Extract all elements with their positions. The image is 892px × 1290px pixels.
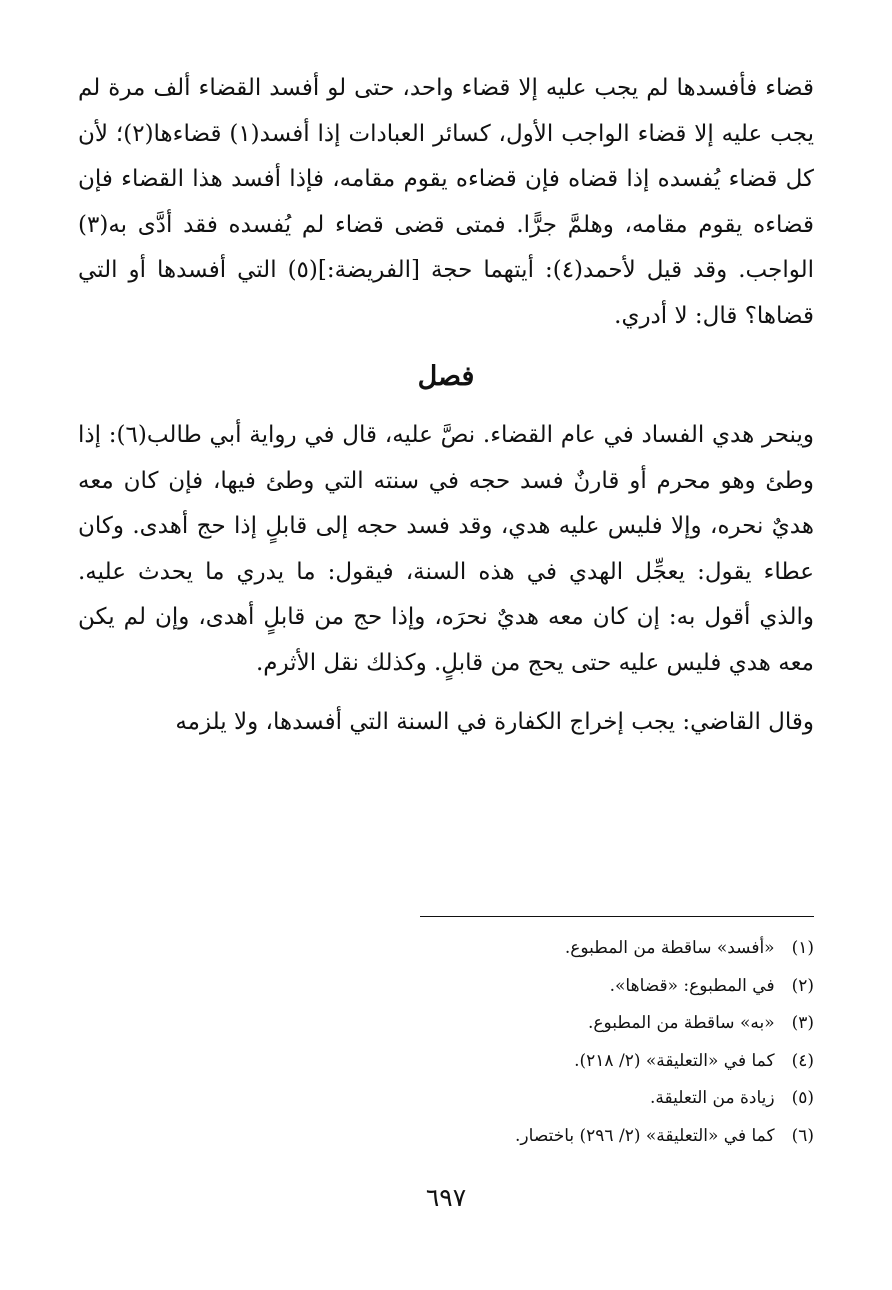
paragraph-2: وينحر هدي الفساد في عام القضاء. نصَّ عليه، قال في رواية أبي طالب(٦): إذا وطئ وهو محرم أو قارنٌ فسد حجه في سنته التي وطئ فيها، فإن كان معه هديٌ نحره، وإلا فليس عليه هدي، وقد فسد حجه إلى قابلٍ إذا حج أهدى. وكان عطاء يقول: يعجِّل الهدي في هذه السنة، فيقول: ما يدري ما يحدث عليه. والذي أقول به: إن كان معه هديٌ نحرَه، وإذا حج من قابلٍ أهدى، وإن لم يكن معه هدي فليس عليه حتى يحج من قابلٍ. وكذلك نقل الأثرم. bbox=[78, 422, 814, 676]
footnote-number: (٣) bbox=[791, 1013, 814, 1033]
footnote-separator bbox=[420, 916, 814, 917]
footnote-text: زيادة من التعليقة. bbox=[650, 1088, 775, 1108]
footnote-3 bbox=[300, 1005, 814, 1043]
footnote-2 bbox=[300, 968, 814, 1006]
footnote-text: «أفسد» ساقطة من المطبوع. bbox=[564, 938, 775, 958]
main-text bbox=[78, 66, 814, 746]
footnote-text: «به» ساقطة من المطبوع. bbox=[587, 1013, 775, 1033]
footnote-number: (١) bbox=[791, 938, 814, 958]
paragraph-1: قضاء فأفسدها لم يجب عليه إلا قضاء واحد، حتى لو أفسد القضاء ألف مرة لم يجب عليه إلا قضاء الواجب الأول، كسائر العبادات إذا أفسد(١) قضاءها(٢)؛ لأن كل قضاء يُفسده إذا قضاه فإن قضاءه يقوم مقامه، فإذا أفسد هذا القضاء فإن قضاءه يقوم مقامه، وهلمَّ جرًّا. فمتى قضى قضاء لم يُفسده فقد أدَّى به(٣) الواجب. وقد قيل لأحمد(٤): أيتهما حجة [الفريضة:](٥) التي أفسدها أو التي قضاها؟ قال: لا أدري. bbox=[78, 75, 815, 329]
paragraph-3: وقال القاضي: يجب إخراج الكفارة في السنة التي أفسدها، ولا يلزمه bbox=[175, 709, 814, 735]
footnote-number: (٤) bbox=[791, 1050, 814, 1071]
footnote-number: (٥) bbox=[791, 1088, 814, 1108]
footnote-5 bbox=[300, 1080, 814, 1118]
footnote-text: في المطبوع: «قضاها». bbox=[609, 975, 775, 996]
page-number: ٦٩٧ bbox=[425, 1183, 467, 1212]
footnote-4 bbox=[300, 1043, 814, 1081]
footnote-number: (٢) bbox=[791, 975, 814, 996]
footnote-6 bbox=[300, 1118, 814, 1156]
section-heading: فصل bbox=[417, 361, 475, 392]
footnotes bbox=[300, 930, 814, 1155]
footnote-number: (٦) bbox=[791, 1125, 814, 1146]
footnote-1 bbox=[300, 930, 814, 968]
footnote-text: كما في «التعليقة» (٢/ ٢٩٦) باختصار. bbox=[515, 1125, 775, 1146]
footnote-text: كما في «التعليقة» (٢/ ٢١٨). bbox=[574, 1050, 775, 1071]
